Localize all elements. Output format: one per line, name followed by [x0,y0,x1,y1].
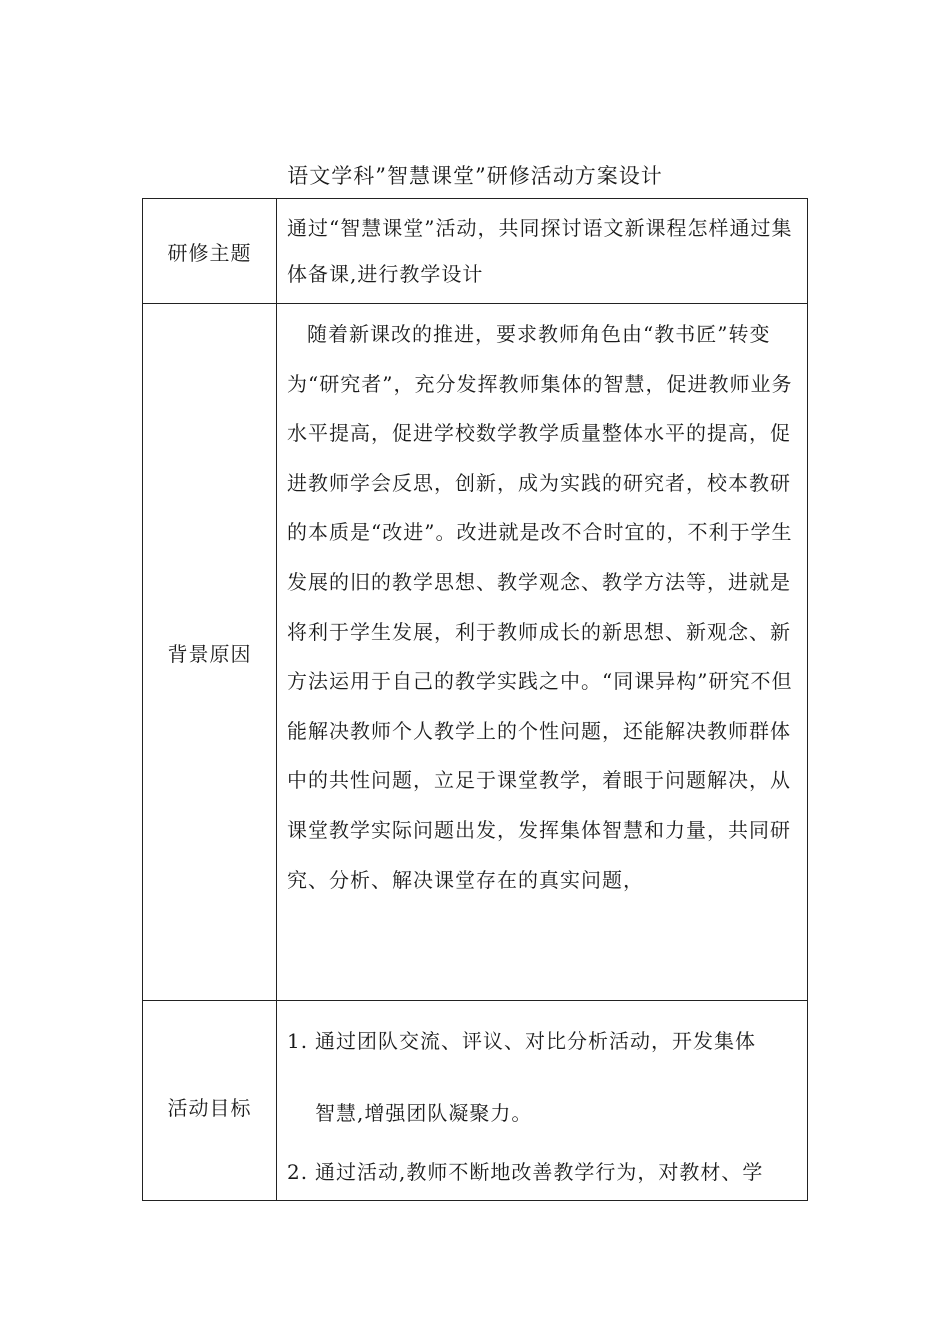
goal-item-2 [277,1158,807,1186]
table-row-background [143,304,808,1001]
table-row-goals [143,1001,808,1201]
goal-item-1 [277,1015,807,1055]
goal-number-2: 2. [287,1160,309,1184]
row-content-theme [277,199,808,304]
theme-text: 通过“智慧课堂”活动，共同探讨语文新课程怎样通过集体备课,进行教学设计 [287,216,793,286]
goal-item-1-continuation: 智慧,增强团队凝聚力。 [315,1101,533,1125]
goal-text-1: 通过团队交流、评议、对比分析活动，开发集体 [315,1029,756,1053]
row-label-background: 背景原因 [143,304,277,1001]
goal-number-1: 1. [287,1029,309,1053]
table-row-theme [143,199,808,304]
row-label-theme: 研修主题 [143,199,277,304]
row-content-background [277,304,808,1001]
background-text: 随着新课改的推进，要求教师角色由“教书匠”转变为“研究者”，充分发挥教师集体的智慧，促进教师业务水平提高，促进学校数学教学质量整体水平的提高，促进教师学会反思，创新，成为实践的研究者，校本教研的本质是“改进”。改进就是改不合时宜的，不利于学生发展的旧的教学思想、教学观念、教学方法等，进就是将利于学生发展，利于教师成长的新思想、新观念、新方法运用于自己的教学实践之中。“同课异构”研究不但能解决教师个人教学上的个性问题，还能解决教师群体中的共性问题，立足于课堂教学，着眼于问题解决，从课堂教学实际问题出发，发挥集体智慧和力量，共同研究、分析、解决课堂存在的真实问题， [287,322,793,892]
plan-table [142,198,808,1201]
row-label-goals: 活动目标 [143,1001,277,1201]
goal-text-2: 通过活动,教师不断地改善教学行为，对教材、学 [315,1160,764,1184]
row-content-goals [277,1001,808,1201]
document-title: 语文学科”智慧课堂”研修活动方案设计 [287,164,663,188]
